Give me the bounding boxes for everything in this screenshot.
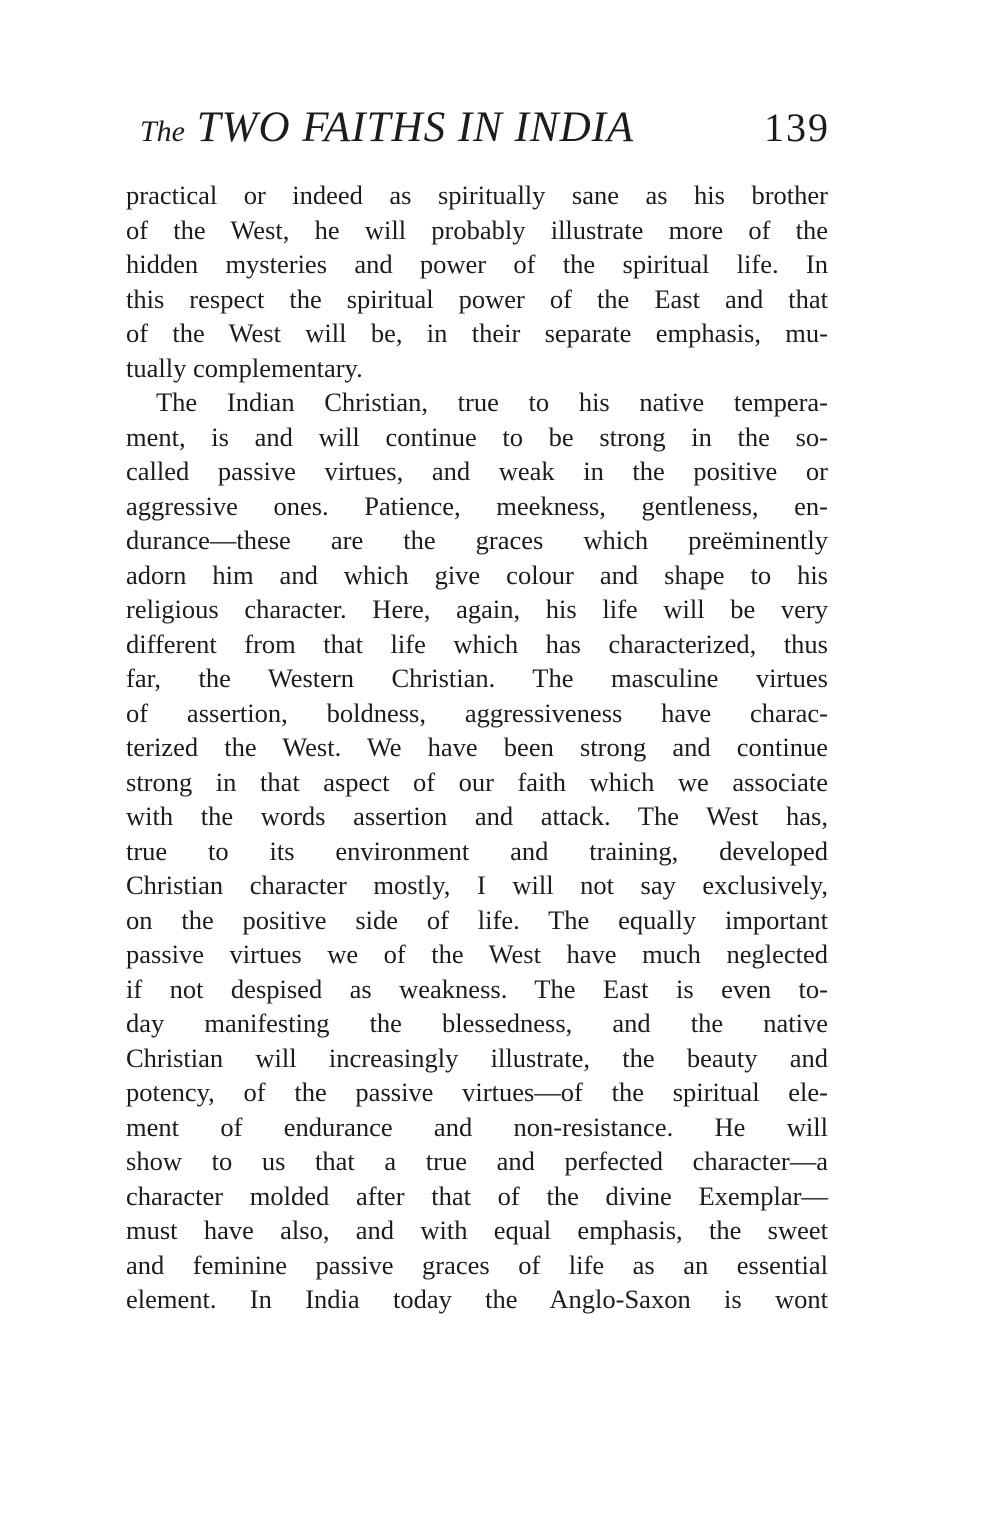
text-line: hidden mysteries and power of the spiritual life. In xyxy=(126,249,828,279)
text-line: day manifesting the blessedness, and the native xyxy=(126,1008,828,1038)
text-line: adorn him and which give colour and shape to his xyxy=(126,559,828,590)
paragraph-start-line: The Indian Christian, true to his native tempera- xyxy=(156,387,828,417)
text-line: of the West will be, in their separate emphasis, mu- xyxy=(126,318,828,348)
text-line: with the words assertion and attack. The West has, xyxy=(126,801,828,831)
text-line: ment, is and will continue to be strong in the so- xyxy=(126,421,828,452)
text-line: true to its environment and training, developed xyxy=(126,835,828,866)
text-line: strong in that aspect of our faith which we associate xyxy=(126,766,828,797)
text-line: Christian character mostly, I will not say exclusively, xyxy=(126,870,828,900)
text-line: this respect the spiritual power of the East and that xyxy=(126,283,828,314)
running-head-article: The xyxy=(140,115,185,148)
text-line: must have also, and with equal emphasis, the sweet xyxy=(126,1215,828,1245)
text-line: show to us that a true and perfected character—a xyxy=(126,1146,828,1176)
text-line: potency, of the passive virtues—of the spiritual ele- xyxy=(126,1077,828,1107)
running-head-title: TWO FAITHS IN INDIA xyxy=(196,104,635,151)
text-line: if not despised as weakness. The East is even to- xyxy=(126,973,828,1004)
text-line: far, the Western Christian. The masculine virtues xyxy=(126,663,828,693)
text-line: durance—these are the graces which preëminently xyxy=(126,525,828,555)
text-line: ment of endurance and non-resistance. He will xyxy=(126,1111,828,1142)
text-line: tually complementary. xyxy=(126,352,363,383)
text-line: different from that life which has characterized, thus xyxy=(126,628,828,659)
text-line: terized the West. We have been strong and continue xyxy=(126,732,828,762)
text-line: passive virtues we of the West have much neglected xyxy=(126,939,828,969)
text-line: character molded after that of the divine Exemplar— xyxy=(126,1180,828,1211)
page-number: 139 xyxy=(764,105,830,150)
text-line: and feminine passive graces of life as an essential xyxy=(126,1249,828,1280)
text-line: aggressive ones. Patience, meekness, gentleness, en- xyxy=(126,490,828,521)
text-line: of assertion, boldness, aggressiveness have charac- xyxy=(126,697,828,728)
text-line: practical or indeed as spiritually sane as his brother xyxy=(126,180,828,210)
text-line: element. In India today the Anglo-Saxon is wont xyxy=(126,1284,828,1314)
text-line: called passive virtues, and weak in the positive or xyxy=(126,456,828,486)
text-line: religious character. Here, again, his life will be very xyxy=(126,594,828,624)
running-head xyxy=(140,98,830,158)
body-text xyxy=(126,178,828,1317)
text-line: on the positive side of life. The equally important xyxy=(126,904,828,935)
text-line: Christian will increasingly illustrate, the beauty and xyxy=(126,1042,828,1073)
text-line: of the West, he will probably illustrate more of the xyxy=(126,214,828,245)
